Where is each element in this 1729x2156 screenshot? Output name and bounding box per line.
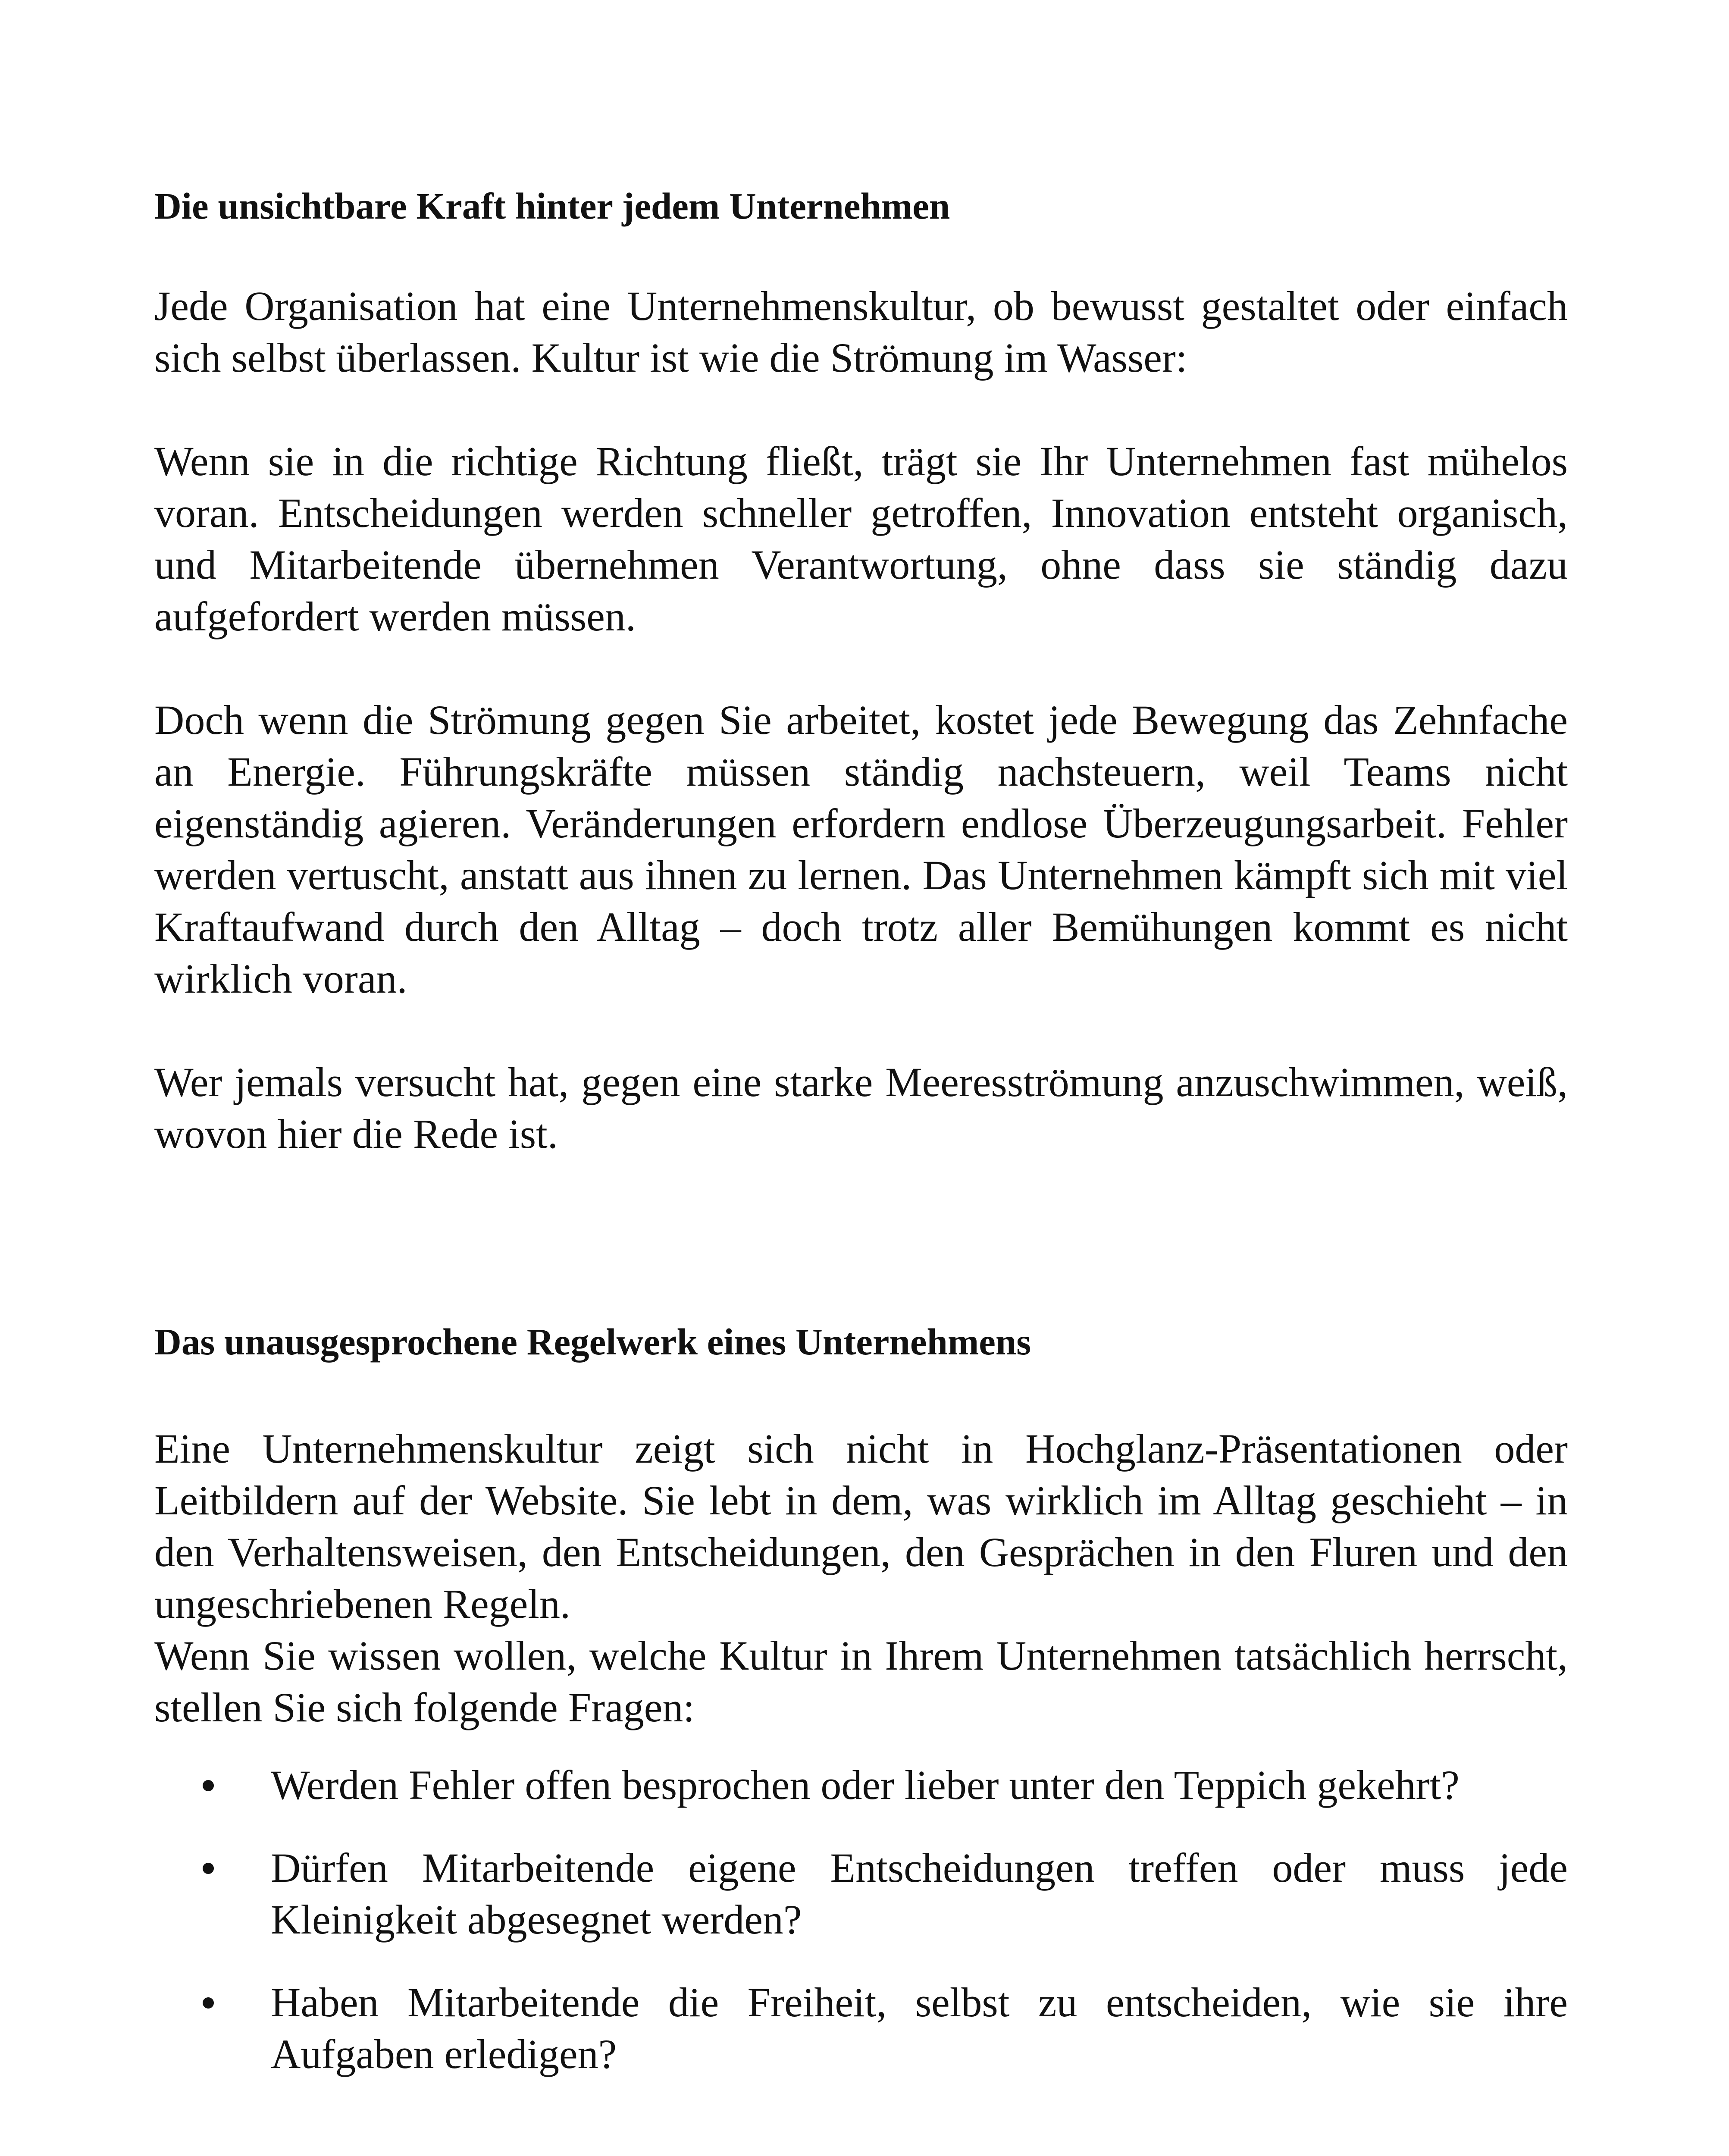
bullet-icon xyxy=(203,1780,214,1791)
paragraph-against-current: Doch wenn die Strömung gegen Sie arbeitet, kostet jede Bewegung das Zehnfache an Energie. Führungskräfte müssen ständig nachsteuern, weil Teams nicht eigenständig agieren. Veränderungen erfordern endlose Überzeugungsarbeit. Fehler werden vertuscht, anstatt aus ihnen zu lernen. Das Unternehmen kämpft sich mit viel Kraftaufwand durch den Alltag – doch trotz aller Bemühungen kommt es nicht wirklich voran. xyxy=(154,697,1568,1002)
list-item-text: Haben Mitarbeitende die Freiheit, selbst zu entscheiden, wie sie ihre Aufgaben erledigen? xyxy=(271,1979,1568,2077)
bullet-icon xyxy=(203,1997,214,2009)
list-item-text: Dürfen Mitarbeitende eigene Entscheidungen treffen oder muss jede Kleinigkeit abgesegnet werden? xyxy=(271,1845,1568,1943)
paragraph-right-direction: Wenn sie in die richtige Richtung fließt, trägt sie Ihr Unternehmen fast mühelos voran. Entscheidungen werden schneller getroffen, Innovation entsteht organisch, und Mitarbeitende übernehmen Verantwortung, ohne dass sie ständig dazu aufgefordert werden müssen. xyxy=(154,438,1568,639)
bullet-icon xyxy=(203,1863,214,1874)
list-item xyxy=(154,1759,1568,1811)
list-item xyxy=(154,1842,1568,1946)
paragraph-questions-intro: Wenn Sie wissen wollen, welche Kultur in Ihrem Unternehmen tatsächlich herrscht, stellen Sie sich folgende Fragen: xyxy=(154,1633,1568,1730)
question-list xyxy=(154,1759,1568,2080)
paragraph-ocean-current: Wer jemals versucht hat, gegen eine starke Meeresströmung anzuschwimmen, weiß, wovon hier die Rede ist. xyxy=(154,1059,1568,1157)
paragraph-intro: Jede Organisation hat eine Unternehmenskultur, ob bewusst gestaltet oder einfach sich selbst überlassen. Kultur ist wie die Strömung im Wasser: xyxy=(154,283,1568,381)
list-item-text: Werden Fehler offen besprochen oder lieber unter den Teppich gekehrt? xyxy=(271,1762,1460,1808)
paragraph-culture-shows: Eine Unternehmenskultur zeigt sich nicht in Hochglanz-Präsentationen oder Leitbildern auf der Website. Sie lebt in dem, was wirklich im Alltag geschieht – in den Verhaltensweisen, den Entscheidungen, den Gesprächen in den Fluren und den ungeschriebenen Regeln. xyxy=(154,1426,1568,1627)
list-item xyxy=(154,1977,1568,2080)
section-heading-unspoken-rules: Das unausgesprochene Regelwerk eines Unternehmens xyxy=(154,1321,1031,1363)
section-heading-invisible-force: Die unsichtbare Kraft hinter jedem Unternehmen xyxy=(154,185,950,227)
